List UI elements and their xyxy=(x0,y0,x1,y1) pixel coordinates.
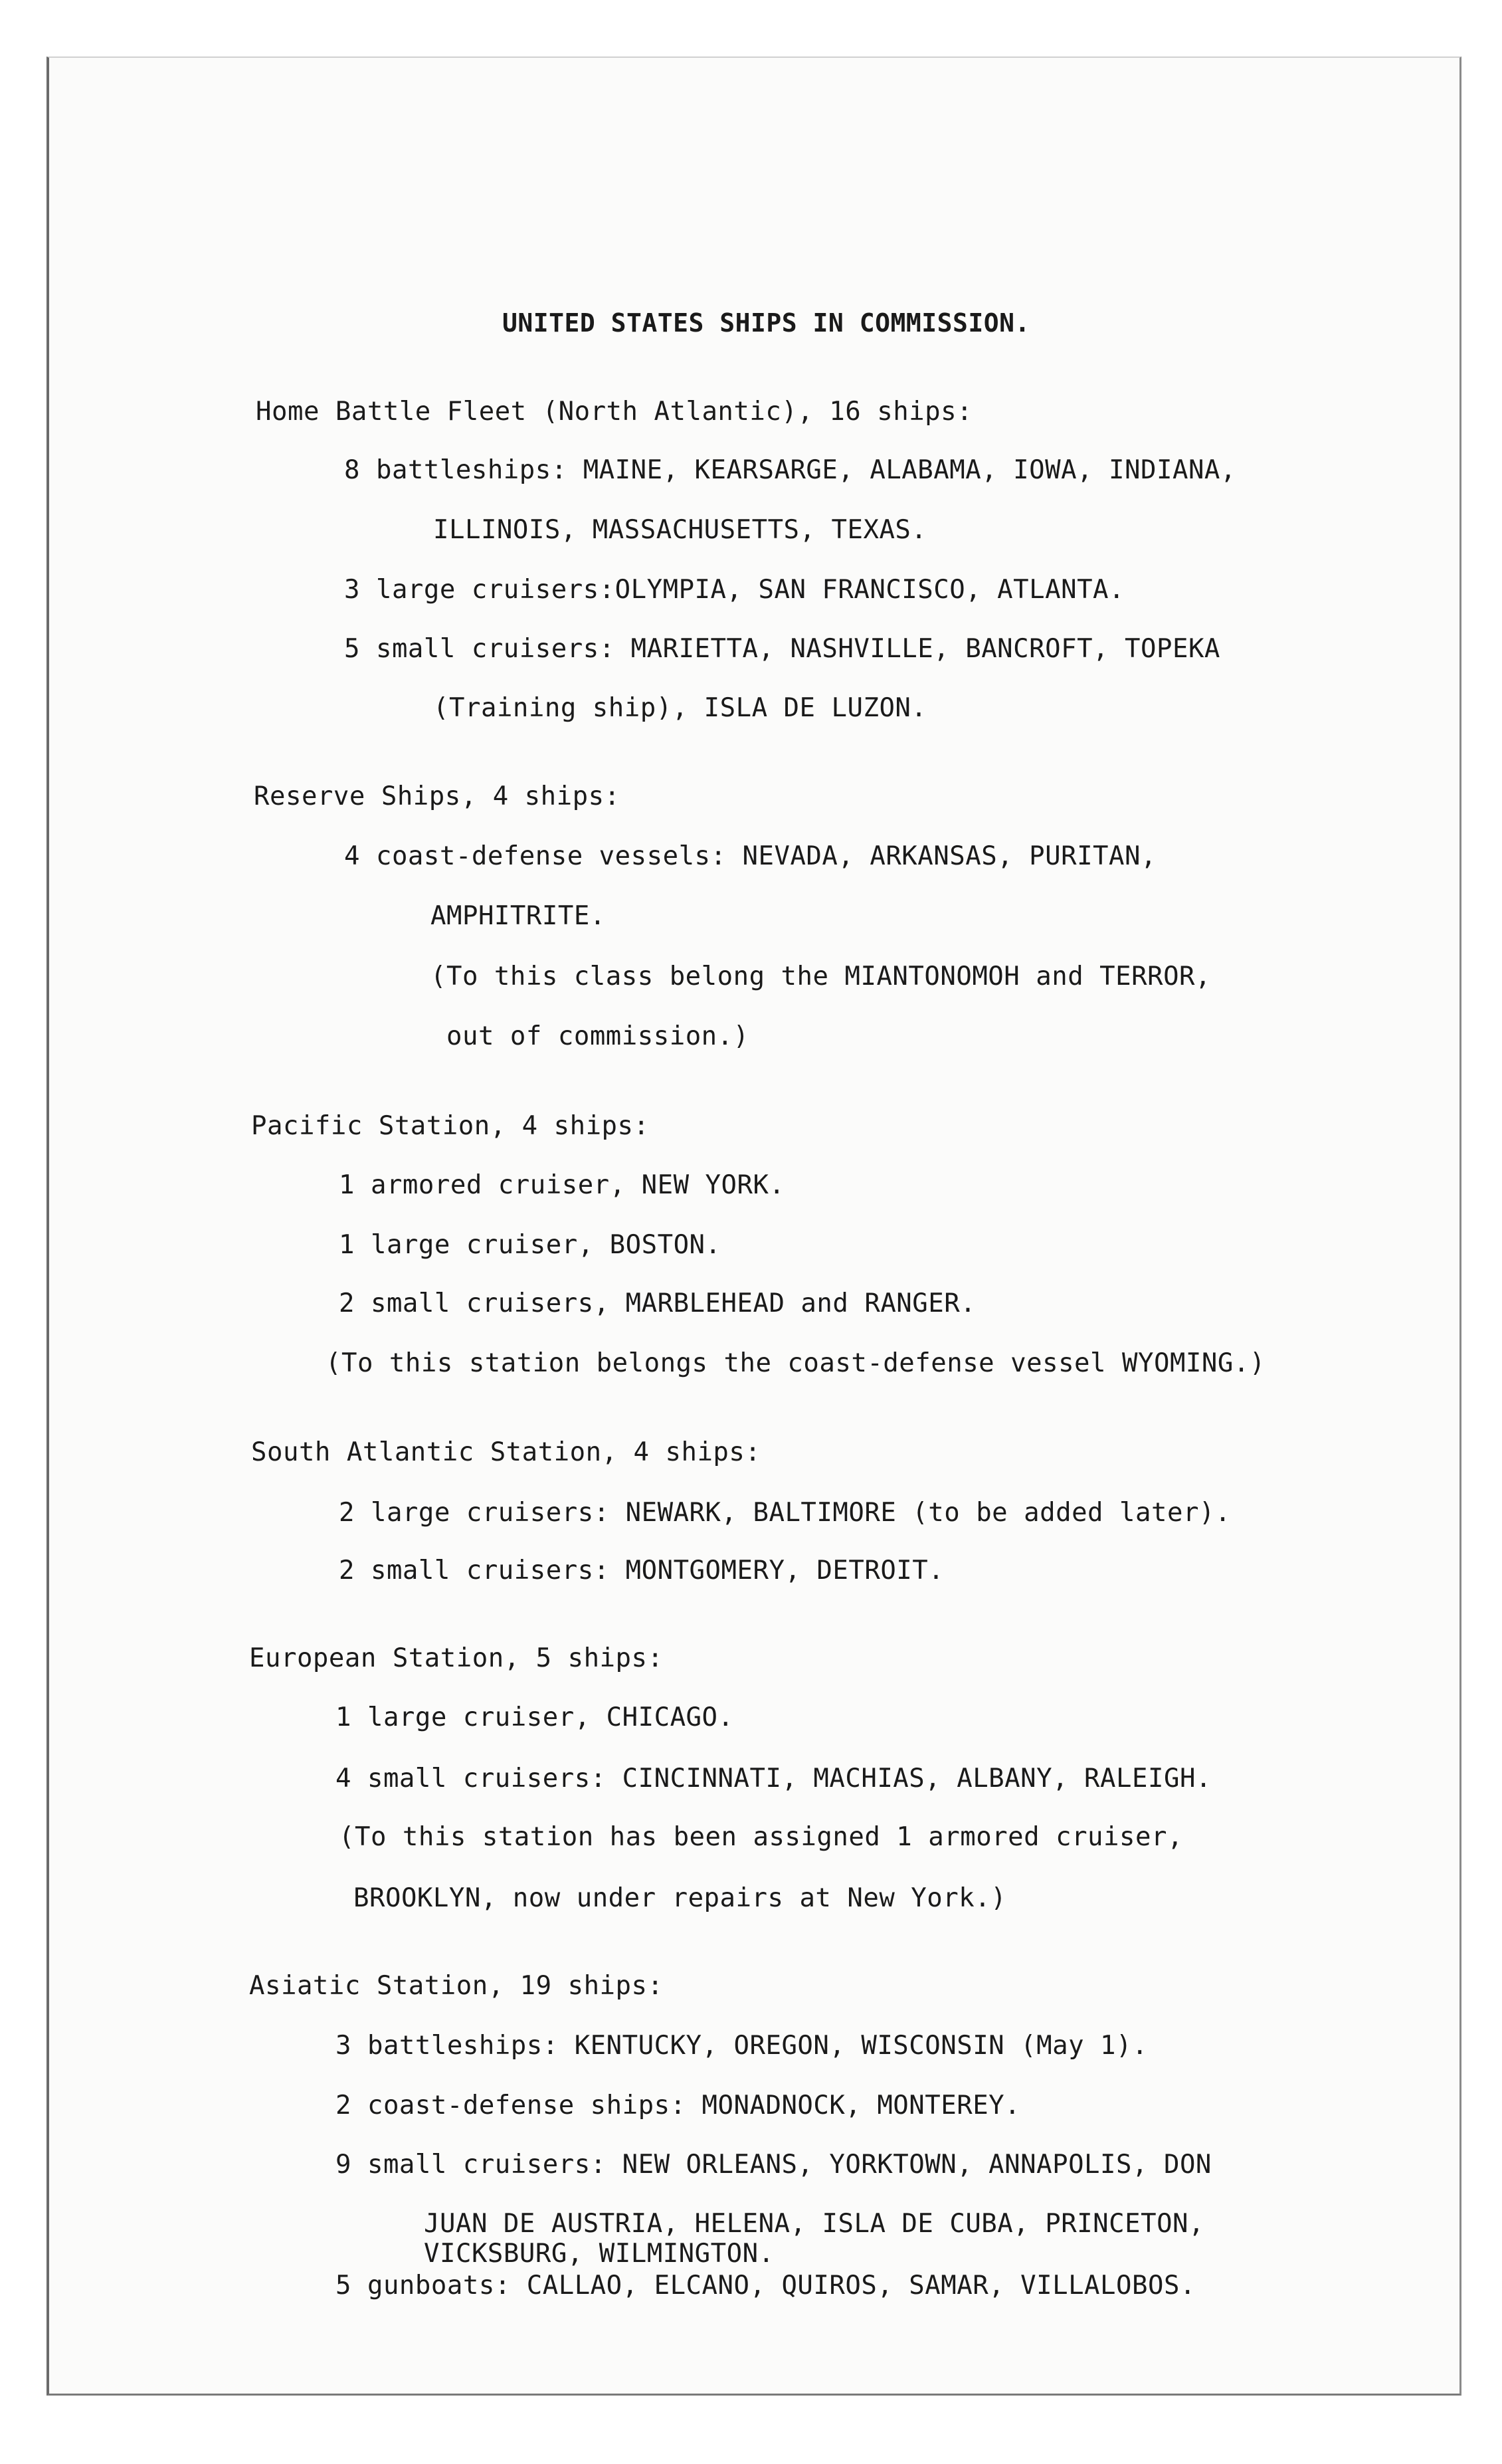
section-heading-european-station: European Station, 5 ships: xyxy=(249,1643,664,1673)
list-item: 4 small cruisers: CINCINNATI, MACHIAS, ALBANY, RALEIGH. xyxy=(335,1764,1212,1794)
list-item: 5 gunboats: CALLAO, ELCANO, QUIROS, SAMAR, VILLALOBOS. xyxy=(335,2271,1196,2301)
list-item: (To this station has been assigned 1 armored cruiser, xyxy=(339,1822,1183,1852)
list-item: 9 small cruisers: NEW ORLEANS, YORKTOWN, ANNAPOLIS, DON xyxy=(335,2150,1212,2180)
list-item: out of commission.) xyxy=(446,1021,749,1051)
list-item: 2 small cruisers: MONTGOMERY, DETROIT. xyxy=(339,1556,945,1586)
list-item: 2 coast-defense ships: MONADNOCK, MONTEREY. xyxy=(335,2091,1021,2120)
section-heading-home-battle-fleet: Home Battle Fleet (North Atlantic), 16 ships: xyxy=(256,397,973,427)
list-item: 1 armored cruiser, NEW YORK. xyxy=(339,1170,785,1200)
list-item: AMPHITRITE. xyxy=(430,901,606,931)
list-item: VICKSBURG, WILMINGTON. xyxy=(424,2239,775,2269)
section-heading-reserve-ships: Reserve Ships, 4 ships: xyxy=(254,781,620,811)
section-heading-pacific-station: Pacific Station, 4 ships: xyxy=(251,1111,650,1141)
list-item: (To this station belongs the coast-defense vessel WYOMING.) xyxy=(326,1348,1266,1378)
list-item: 3 battleships: KENTUCKY, OREGON, WISCONSIN (May 1). xyxy=(335,2031,1148,2061)
list-item: ILLINOIS, MASSACHUSETTS, TEXAS. xyxy=(433,515,927,545)
list-item: 3 large cruisers:OLYMPIA, SAN FRANCISCO, ATLANTA. xyxy=(344,575,1125,605)
list-item: (Training ship), ISLA DE LUZON. xyxy=(433,693,927,723)
list-item: JUAN DE AUSTRIA, HELENA, ISLA DE CUBA, PRINCETON, xyxy=(424,2209,1205,2239)
section-heading-south-atlantic-station: South Atlantic Station, 4 ships: xyxy=(251,1437,761,1467)
list-item: 2 large cruisers: NEWARK, BALTIMORE (to be added later). xyxy=(339,1498,1231,1528)
list-item: 5 small cruisers: MARIETTA, NASHVILLE, BANCROFT, TOPEKA xyxy=(344,634,1220,664)
section-heading-asiatic-station: Asiatic Station, 19 ships: xyxy=(249,1971,664,2001)
list-item: 4 coast-defense vessels: NEVADA, ARKANSAS, PURITAN, xyxy=(344,841,1157,871)
list-item: (To this class belong the MIANTONOMOH and TERROR, xyxy=(430,962,1212,991)
list-item: 8 battleships: MAINE, KEARSARGE, ALABAMA, IOWA, INDIANA, xyxy=(344,455,1236,485)
list-item: 1 large cruiser, BOSTON. xyxy=(339,1230,721,1260)
list-item: 2 small cruisers, MARBLEHEAD and RANGER. xyxy=(339,1288,977,1318)
list-item: 1 large cruiser, CHICAGO. xyxy=(335,1702,734,1732)
document-title: UNITED STATES SHIPS IN COMMISSION. xyxy=(502,308,1030,338)
list-item: BROOKLYN, now under repairs at New York.) xyxy=(353,1883,1007,1913)
